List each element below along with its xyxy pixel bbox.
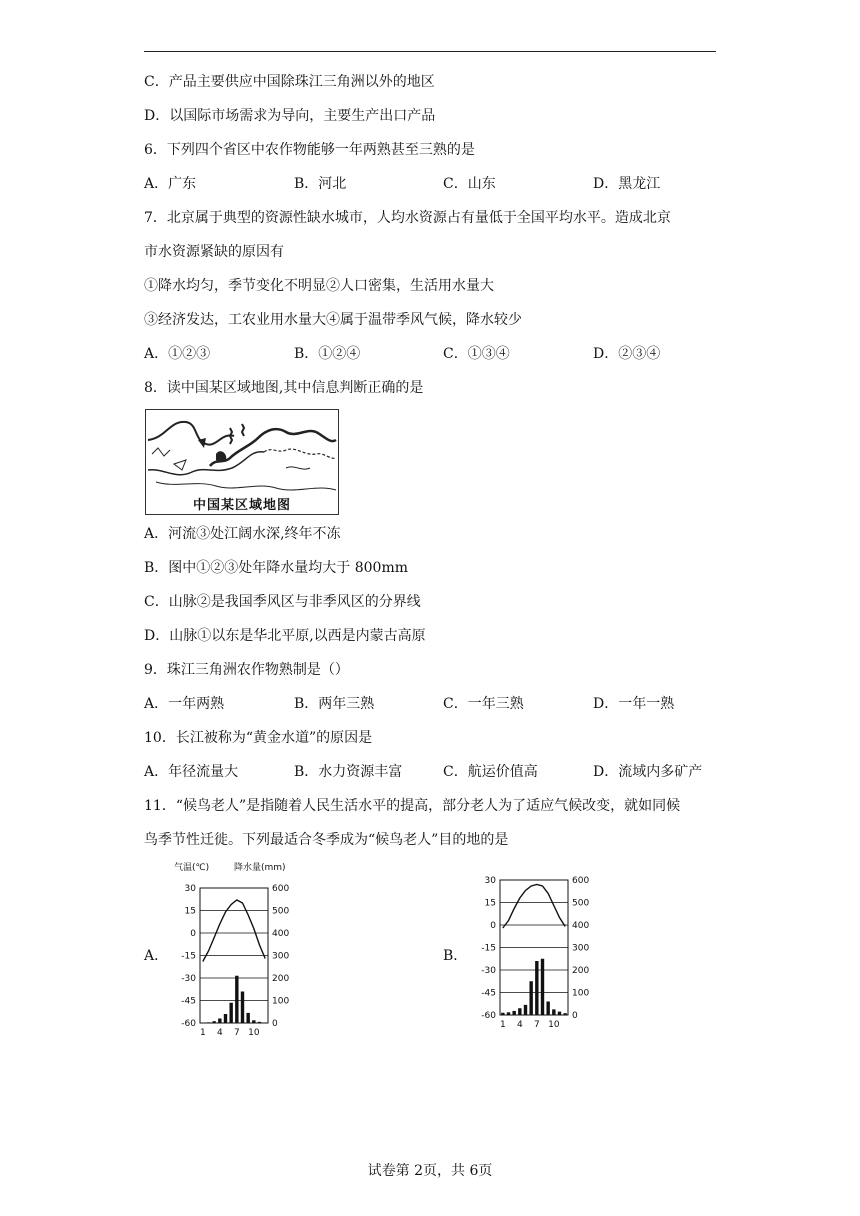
temperature-tick-label: -30 [181, 974, 196, 984]
temperature-tick-label: 0 [190, 929, 196, 939]
precipitation-tick-label: 0 [272, 1019, 278, 1029]
precipitation-bar [252, 1020, 255, 1023]
q10-stem: 10．长江被称为“黄金水道”的原因是 [144, 730, 373, 746]
precipitation-bar [546, 1002, 549, 1016]
q8-stem: 8．读中国某区域地图,其中信息判断正确的是 [144, 380, 424, 396]
precipitation-bar [552, 1009, 555, 1015]
temperature-tick-label: -45 [481, 988, 496, 999]
temperature-tick-label: 15 [184, 906, 196, 917]
q10-option-d: D．流域内多矿产 [593, 764, 703, 780]
header-rule [144, 51, 716, 52]
precipitation-bar [246, 1013, 249, 1023]
precipitation-bar [507, 1012, 510, 1015]
temperature-tick-label: 0 [490, 921, 496, 931]
q10-option-a: A．年径流量大 [144, 764, 239, 780]
q7-option-c: C．①③④ [443, 346, 510, 362]
temperature-axis-title: 气温(℃) [174, 863, 210, 873]
precipitation-bar [541, 959, 544, 1015]
precipitation-bar [224, 1014, 227, 1023]
q10-option-b: B．水力资源丰富 [294, 764, 403, 780]
precipitation-bar [529, 981, 532, 1015]
q11-option-a-label: A． [144, 948, 169, 964]
q6-option-d: D．黑龙江 [593, 176, 661, 192]
q6-option-a: A．广东 [144, 176, 197, 192]
precipitation-bar [558, 1012, 561, 1015]
month-tick-label: 7 [233, 1028, 240, 1038]
precipitation-bar [512, 1011, 515, 1015]
temperature-tick-label: -15 [481, 943, 496, 954]
q9-option-d: D．一年一熟 [593, 696, 675, 712]
q9-option-c: C．一年三熟 [443, 696, 524, 712]
q9-option-a: A．一年两熟 [144, 696, 225, 712]
precipitation-tick-label: 300 [272, 951, 290, 962]
month-tick-label: 7 [533, 1020, 540, 1030]
q7-statement-line2: ③经济发达，工农业用水量大④属于温带季风气候，降水较少 [144, 312, 522, 328]
precipitation-bar [229, 1003, 232, 1023]
q8-option-a: A．河流③处江阔水深,终年不冻 [144, 526, 341, 542]
precipitation-tick-label: 400 [272, 929, 290, 939]
map-caption: 中国某区域地图 [146, 498, 338, 514]
q7-stem-line2: 市水资源紧缺的原因有 [144, 244, 284, 260]
temperature-line [203, 900, 265, 962]
q10-option-c: C．航运价值高 [443, 764, 538, 780]
q11-stem-line2: 鸟季节性迁徙。下列最适合冬季成为“候鸟老人”目的地的是 [144, 832, 509, 848]
q11-stem-line1: 11．“候鸟老人”是指随着人民生活水平的提高，部分老人为了适应气候改变，就如同候 [144, 798, 681, 814]
month-tick-label: 4 [516, 1020, 523, 1030]
q8-option-b: B．图中①②③处年降水量均大于 800mm [144, 560, 409, 576]
month-tick-label: 10 [548, 1020, 560, 1030]
temperature-tick-label: -45 [181, 996, 196, 1007]
q9-stem: 9．珠江三角洲农作物熟制是（） [144, 662, 349, 678]
precipitation-bar [212, 1021, 215, 1023]
q7-stem-line1: 7．北京属于典型的资源性缺水城市，人均水资源占有量低于全国平均水平。造成北京 [144, 210, 671, 226]
precipitation-tick-label: 300 [572, 943, 590, 954]
precipitation-bar [535, 961, 538, 1015]
q7-option-b: B．①②④ [294, 346, 361, 362]
precipitation-bar [524, 1005, 527, 1015]
precipitation-bar [258, 1022, 261, 1023]
climate-chart-a [166, 858, 301, 1038]
month-tick-label: 1 [199, 1028, 206, 1038]
precipitation-bar [563, 1013, 566, 1015]
precipitation-tick-label: 0 [572, 1011, 578, 1021]
precipitation-bar [518, 1008, 521, 1015]
month-tick-label: 10 [248, 1028, 260, 1038]
q8-option-d: D．山脉①以东是华北平原,以西是内蒙古高原 [144, 628, 426, 644]
precipitation-tick-label: 500 [272, 906, 290, 917]
q6-stem: 6．下列四个省区中农作物能够一年两熟甚至三熟的是 [144, 142, 475, 158]
precipitation-tick-label: 600 [272, 884, 290, 894]
temperature-tick-label: 30 [484, 876, 496, 886]
temperature-tick-label: -30 [481, 966, 496, 976]
precipitation-tick-label: 100 [572, 988, 590, 999]
q5-option-d: D．以国际市场需求为导向，主要生产出口产品 [144, 108, 436, 124]
precipitation-bar [235, 976, 238, 1023]
precipitation-bar [241, 992, 244, 1024]
q9-option-b: B．两年三熟 [294, 696, 375, 712]
region-map-figure [145, 409, 339, 515]
q6-option-c: C．山东 [443, 176, 496, 192]
temperature-tick-label: -15 [181, 951, 196, 962]
region-map-drawing [146, 410, 338, 498]
temperature-line [503, 885, 565, 929]
precipitation-tick-label: 200 [272, 974, 290, 984]
month-tick-label: 1 [499, 1020, 506, 1030]
precipitation-tick-label: 600 [572, 876, 590, 886]
temperature-tick-label: -60 [181, 1019, 196, 1029]
temperature-tick-label: 30 [184, 884, 196, 894]
q7-option-d: D．②③④ [593, 346, 661, 362]
precipitation-tick-label: 500 [572, 898, 590, 909]
q7-option-a: A．①②③ [144, 346, 211, 362]
q8-option-c: C．山脉②是我国季风区与非季风区的分界线 [144, 594, 421, 610]
q5-option-c: C．产品主要供应中国除珠江三角洲以外的地区 [144, 74, 435, 90]
precipitation-bar [218, 1019, 221, 1024]
page-footer: 试卷第 2页，共 6页 [367, 1163, 493, 1179]
q11-option-b-label: B． [443, 948, 468, 964]
precipitation-tick-label: 100 [272, 996, 290, 1007]
precipitation-tick-label: 400 [572, 921, 590, 931]
month-tick-label: 4 [216, 1028, 223, 1038]
precipitation-axis-title: 降水量(mm) [234, 863, 286, 873]
climate-chart-b [466, 870, 601, 1030]
precipitation-tick-label: 200 [572, 966, 590, 976]
climate-chart-svg [166, 858, 301, 1038]
q7-statement-line1: ①降水均匀，季节变化不明显②人口密集，生活用水量大 [144, 278, 494, 294]
precipitation-bar [207, 1022, 210, 1023]
temperature-tick-label: 15 [484, 898, 496, 909]
climate-chart-svg [466, 870, 601, 1030]
precipitation-bar [501, 1013, 504, 1015]
temperature-tick-label: -60 [481, 1011, 496, 1021]
q6-option-b: B．河北 [294, 176, 347, 192]
